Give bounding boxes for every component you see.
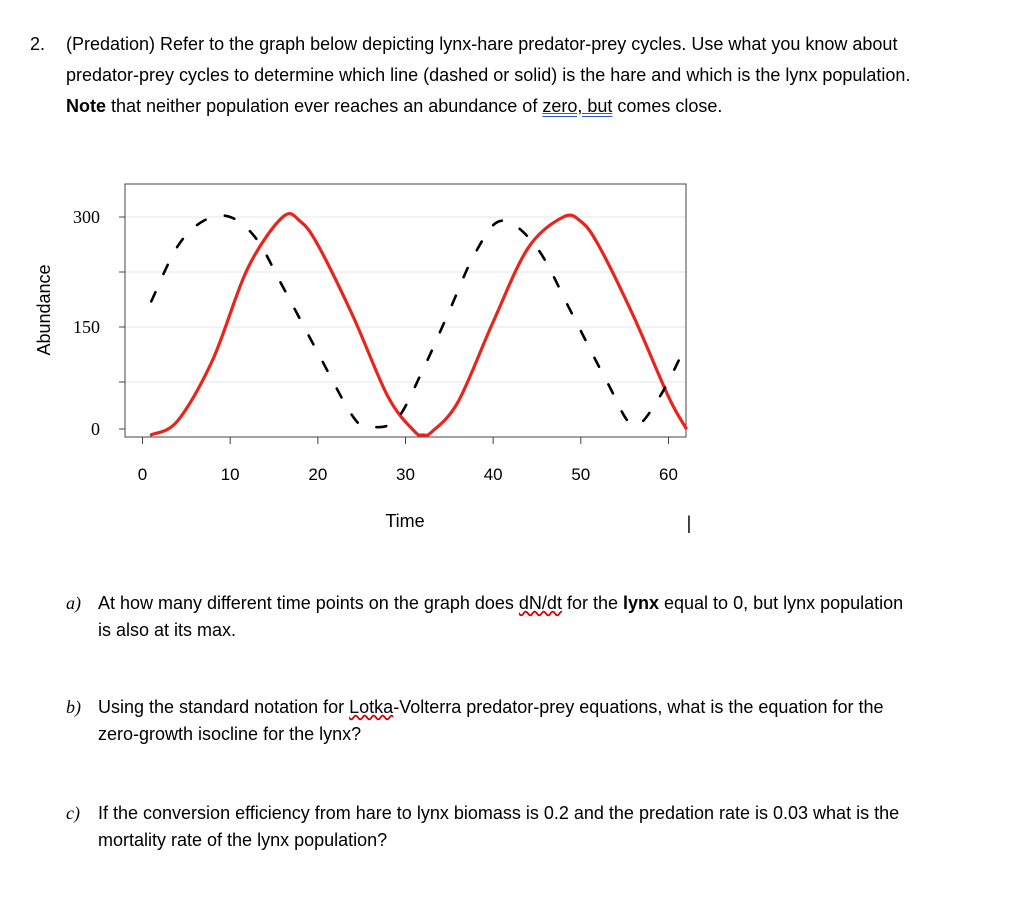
part-a-text [98,590,1008,644]
x-tick-label: 10 [220,465,240,484]
part-a-line-1 [98,590,1008,617]
question-line-1-rest: Refer to the graph below depicting lynx-hare predator-prey cycles. Use what you know about [155,34,898,54]
part-b-post: -Volterra predator-prey equations, what is the equation for the [393,697,884,717]
part-c-text [98,800,1008,854]
note-end: comes close. [612,96,723,116]
stray-mark: | [686,513,692,533]
part-b-line-1 [98,694,1008,721]
part-c-label: c) [66,803,80,823]
note-underlined: zero, but [542,96,613,116]
y-axis [73,207,125,439]
note-mid: that neither population ever reaches an abundance of [106,96,543,116]
part-b-line-2: zero-growth isocline for the lynx? [98,724,362,744]
question-topic: (Predation) [66,34,156,54]
note-bold: Note [66,96,106,116]
y-tick-label: 150 [73,317,100,337]
part-a-bold: lynx [622,593,660,613]
part-b-label: b) [66,697,81,717]
x-axis-title: Time [385,511,425,531]
part-a-label: a) [66,593,81,613]
part-c-line-2: mortality rate of the lynx population? [98,830,388,850]
question-number: 2. [30,34,46,54]
question-line-2: predator-prey cycles to determine which line (dashed or solid) is the hare and which is the lynx population. [66,65,911,85]
x-tick-label: 60 [659,465,678,484]
part-b-text [98,694,1008,748]
part-a-post: equal to 0, but lynx population [659,593,904,613]
x-tick-label: 0 [137,465,148,484]
plot-frame [125,184,686,437]
chart-series [151,214,686,436]
part-a-line-2: is also at its max. [98,620,237,640]
x-tick-label: 40 [483,465,503,484]
part-c-line-1: If the conversion efficiency from hare to lynx biomass is 0.2 and the predation rate is 0.03 what is the [98,803,900,823]
part-a-term: dN/dt [518,593,562,613]
part-b-pre: Using the standard notation for [98,697,350,717]
x-tick-label: 30 [396,465,415,484]
y-tick-label: 300 [73,207,100,227]
chart-gridlines [125,217,686,382]
series-line-dashed [151,216,686,428]
part-a-mid: for the [561,593,623,613]
x-tick-label: 20 [308,465,328,484]
x-tick-label: 50 [571,465,591,484]
y-tick-label: 0 [91,419,100,439]
series-line-solid [151,214,686,436]
part-a-pre: At how many different time points on the graph does [98,593,519,613]
x-axis [138,437,678,484]
part-b-term: Lotka [349,697,394,717]
y-axis-title: Abundance [34,264,54,356]
